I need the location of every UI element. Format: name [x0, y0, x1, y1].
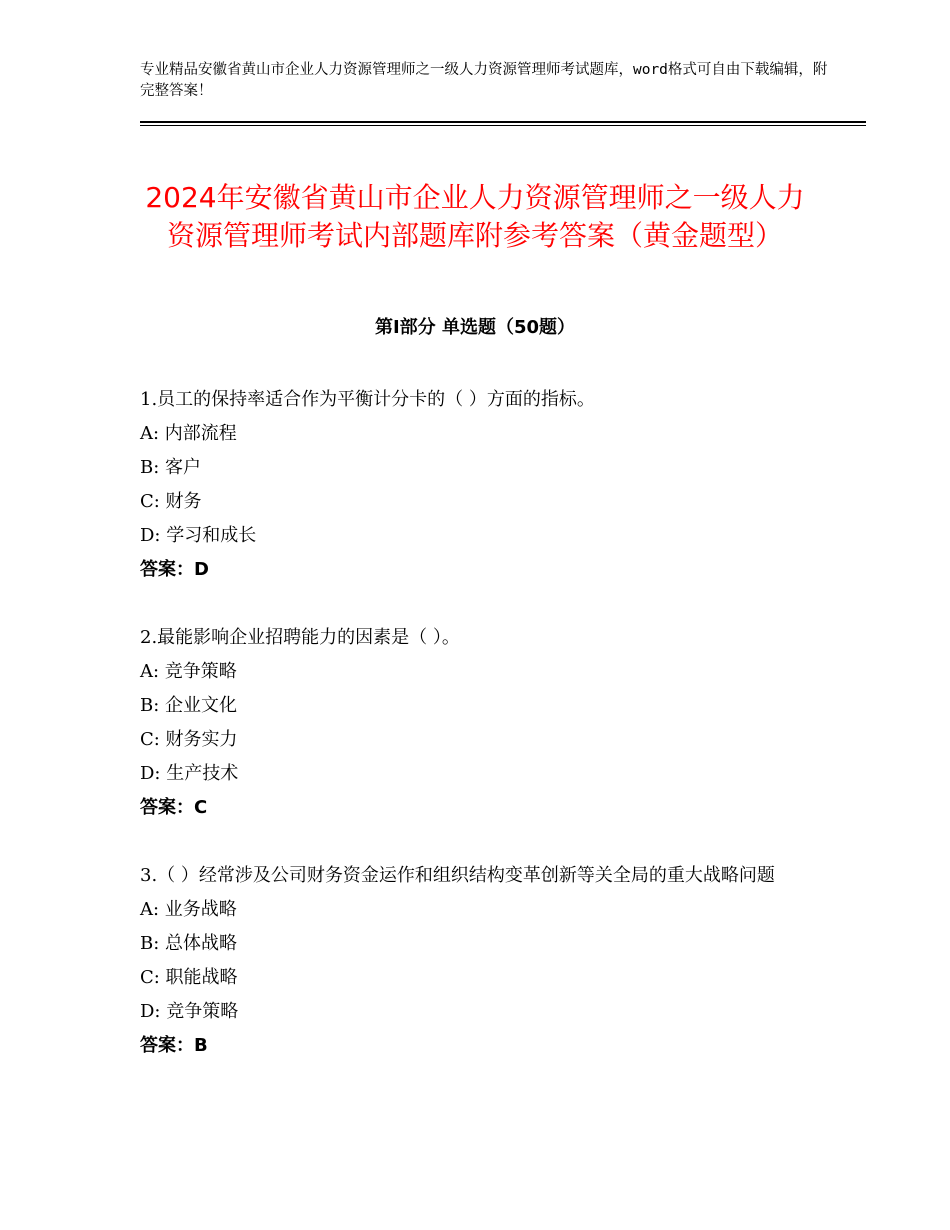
question-3 [140, 859, 810, 1063]
option-a: A: 内部流程 [140, 423, 237, 444]
answer: 答案：C [140, 797, 208, 818]
option-b: B: 总体战略 [140, 933, 238, 954]
question-stem: 3.（ ）经常涉及公司财务资金运作和组织结构变革创新等关全局的重大战略问题 [140, 865, 775, 886]
question-2 [140, 621, 810, 825]
header-note: 专业精品安徽省黄山市企业人力资源管理师之一级人力资源管理师考试题库，word格式可自由下载编辑，附完整答案！ [140, 62, 828, 99]
option-d: D: 竞争策略 [140, 1001, 239, 1022]
option-b: B: 客户 [140, 457, 202, 478]
question-list [140, 383, 810, 1097]
question-stem: 1.员工的保持率适合作为平衡计分卡的（ ）方面的指标。 [140, 389, 595, 410]
option-a: A: 业务战略 [140, 899, 237, 920]
option-c: C: 财务实力 [140, 729, 238, 750]
option-d: D: 学习和成长 [140, 525, 257, 546]
header-divider-thin [140, 125, 866, 126]
section-heading: 第Ⅰ部分 单选题（50题） [374, 317, 575, 338]
question-1 [140, 383, 810, 587]
question-stem: 2.最能影响企业招聘能力的因素是（ ）。 [140, 627, 460, 648]
header-divider-thick [140, 121, 866, 123]
option-b: B: 企业文化 [140, 695, 238, 716]
option-c: C: 财务 [140, 491, 202, 512]
option-a: A: 竞争策略 [140, 661, 237, 682]
answer: 答案：B [140, 1035, 208, 1056]
option-d: D: 生产技术 [140, 763, 239, 784]
document-title: 2024年安徽省黄山市企业人力资源管理师之一级人力资源管理师考试内部题库附参考答案（黄金题型） [145, 180, 805, 252]
option-c: C: 职能战略 [140, 967, 238, 988]
answer: 答案：D [140, 559, 209, 580]
